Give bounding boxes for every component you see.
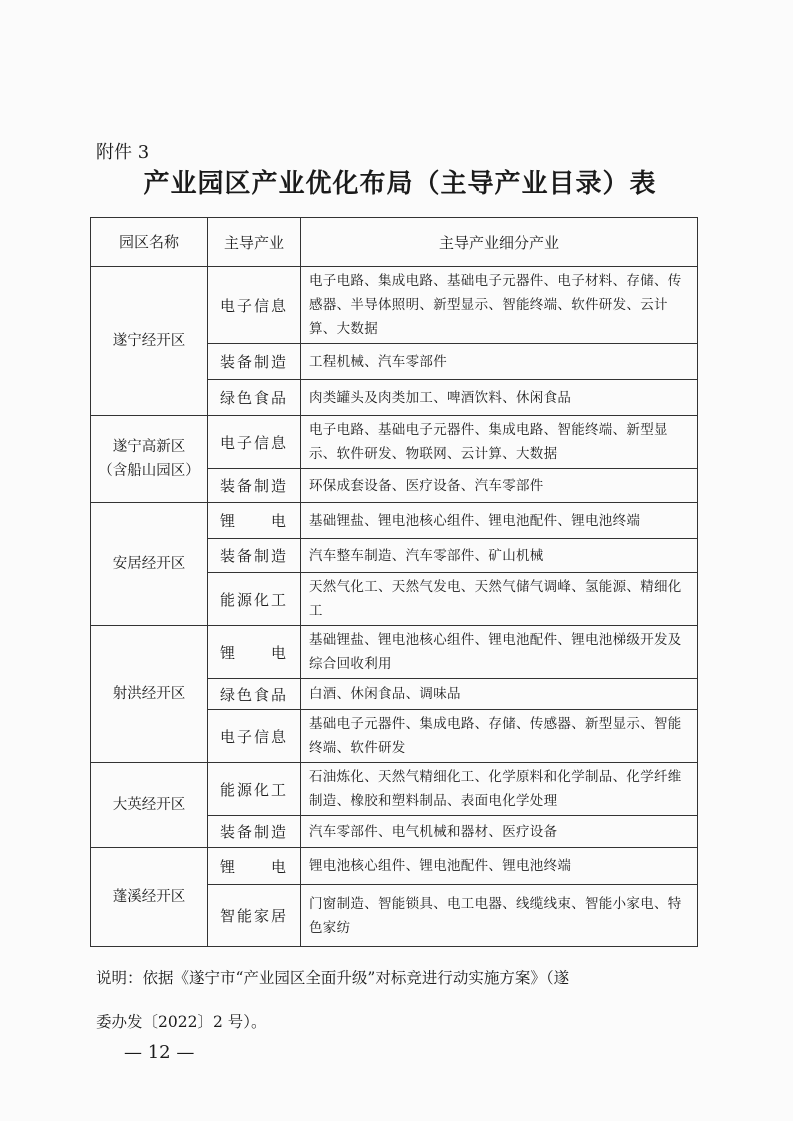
- industry-name: 装备制造: [208, 816, 301, 848]
- industry-name: 能源化工: [208, 573, 301, 626]
- sub-industries: 肉类罐头及肉类加工、啤酒饮料、休闲食品: [301, 380, 698, 416]
- page-title: 产业园区产业优化布局（主导产业目录）表: [143, 169, 657, 199]
- sub-industries: 基础锂盐、锂电池核心组件、锂电池配件、锂电池终端: [301, 503, 698, 539]
- industry-name: 锂 电: [208, 848, 301, 885]
- industry-name: 电子信息: [208, 710, 301, 763]
- sub-industries: 工程机械、汽车零部件: [301, 344, 698, 380]
- park-name: 射洪经开区: [91, 626, 208, 763]
- table-row: [91, 416, 698, 469]
- sub-industries: 门窗制造、智能锁具、电工电器、线缆线束、智能小家电、特色家纺: [301, 885, 698, 947]
- table-row: [91, 503, 698, 539]
- sub-industries: 天然气化工、天然气发电、天然气储气调峰、氢能源、精细化工: [301, 573, 698, 626]
- header-sub-industry: 主导产业细分产业: [301, 218, 698, 267]
- park-name: 大英经开区: [91, 763, 208, 848]
- park-name: 遂宁经开区: [91, 267, 208, 416]
- industry-table: [90, 217, 698, 947]
- park-name: [91, 416, 208, 503]
- park-name: 安居经开区: [91, 503, 208, 626]
- table-header-row: [91, 218, 698, 267]
- sub-industries: 锂电池核心组件、锂电池配件、锂电池终端: [301, 848, 698, 885]
- industry-name: 锂 电: [208, 626, 301, 679]
- attachment-label: 附件 3: [96, 142, 150, 163]
- industry-name: 绿色食品: [208, 380, 301, 416]
- industry-name: 绿色食品: [208, 679, 301, 710]
- industry-name: 装备制造: [208, 539, 301, 573]
- table-row: [91, 626, 698, 679]
- industry-name: 电子信息: [208, 416, 301, 469]
- footnote-line1: 说明：依据《遂宁市“产业园区全面升级”对标竞进行动实施方案》（遂: [96, 969, 570, 987]
- table-row: [91, 763, 698, 816]
- sub-industries: 电子电路、基础电子元器件、集成电路、智能终端、新型显示、软件研发、物联网、云计算、大数据: [301, 416, 698, 469]
- sub-industries: 汽车整车制造、汽车零部件、矿山机械: [301, 539, 698, 573]
- industry-name: 电子信息: [208, 267, 301, 344]
- sub-industries: 汽车零部件、电气机械和器材、医疗设备: [301, 816, 698, 848]
- park-name: 蓬溪经开区: [91, 848, 208, 947]
- sub-industries: 石油炼化、天然气精细化工、化学原料和化学制品、化学纤维制造、橡胶和塑料制品、表面电化学处理: [301, 763, 698, 816]
- table-row: [91, 267, 698, 344]
- table-row: [91, 848, 698, 885]
- sub-industries: 基础电子元器件、集成电路、存储、传感器、新型显示、智能终端、软件研发: [301, 710, 698, 763]
- industry-name: 装备制造: [208, 469, 301, 503]
- sub-industries: 基础锂盐、锂电池核心组件、锂电池配件、锂电池梯级开发及综合回收利用: [301, 626, 698, 679]
- industry-name: 能源化工: [208, 763, 301, 816]
- header-industry: 主导产业: [208, 218, 301, 267]
- page-number: — 12 —: [124, 1042, 195, 1063]
- sub-industries: 白酒、休闲食品、调味品: [301, 679, 698, 710]
- footnote: [96, 956, 706, 1044]
- industry-name: 锂 电: [208, 503, 301, 539]
- sub-industries: 电子电路、集成电路、基础电子元器件、电子材料、存储、传感器、半导体照明、新型显示、智能终端、软件研发、云计算、大数据: [301, 267, 698, 344]
- industry-name: 装备制造: [208, 344, 301, 380]
- header-park: 园区名称: [91, 218, 208, 267]
- footnote-line2: 委办发〔2022〕2 号）。: [96, 1013, 267, 1031]
- park-name-line1: 遂宁高新区: [112, 439, 186, 455]
- industry-name: 智能家居: [208, 885, 301, 947]
- park-name-line2: （含船山园区）: [98, 463, 200, 479]
- sub-industries: 环保成套设备、医疗设备、汽车零部件: [301, 469, 698, 503]
